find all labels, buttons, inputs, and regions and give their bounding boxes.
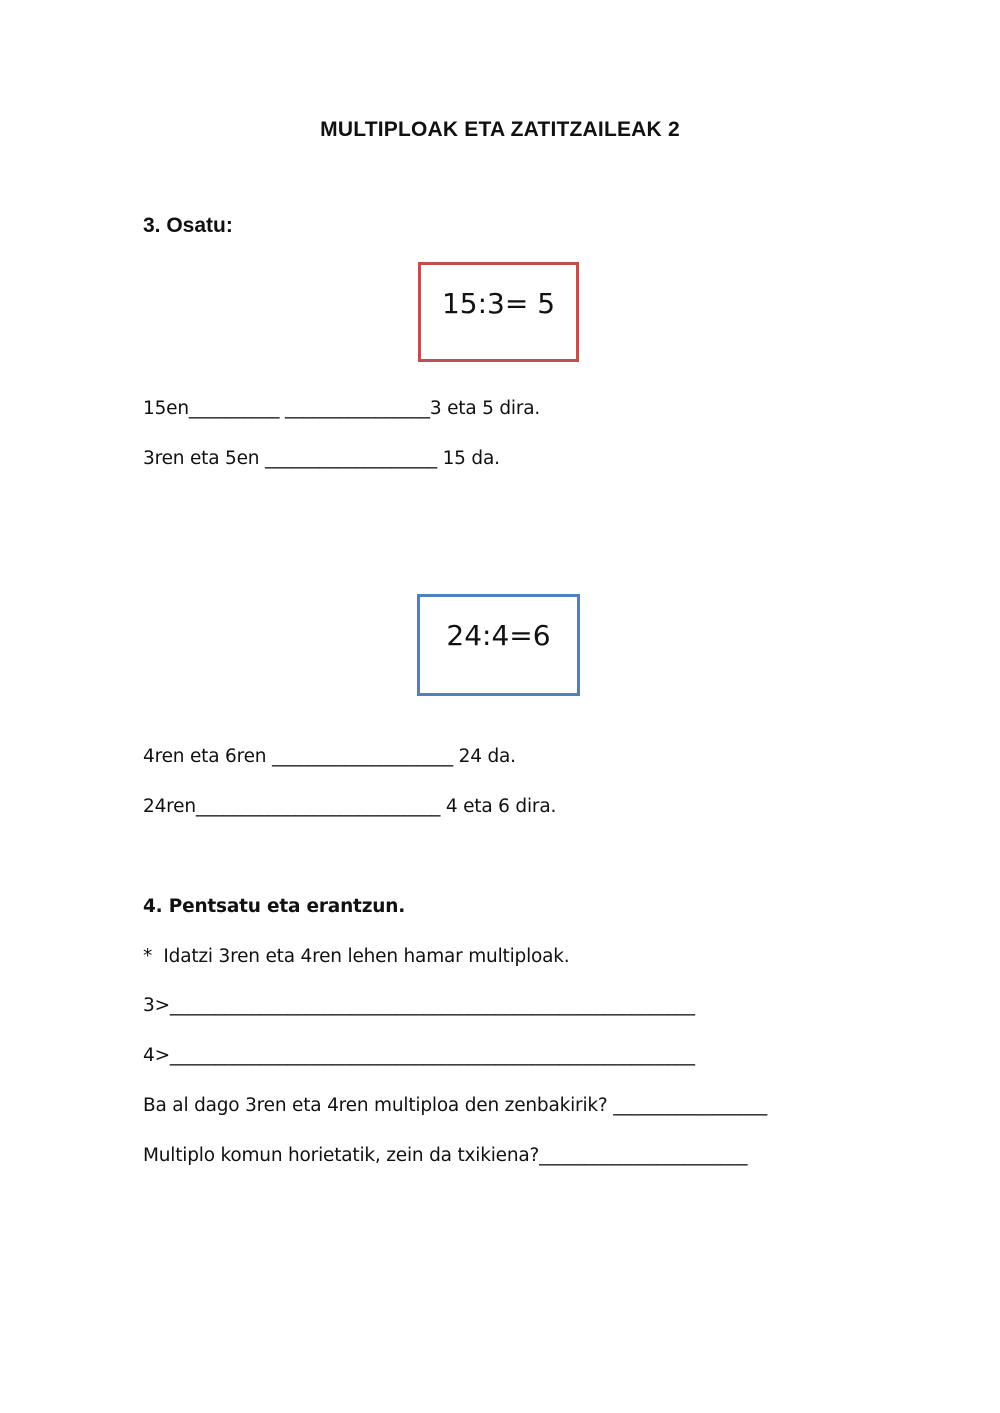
division-box-15-3 [418, 262, 579, 362]
fill-in-line-2[interactable]: 3ren eta 5en ___________________ 15 da. [143, 448, 500, 469]
page-title: MULTIPLOAK ETA ZATITZAILEAK 2 [320, 118, 680, 141]
common-multiple-question[interactable]: Ba al dago 3ren eta 4ren multiploa den zenbakirik? _________________ [143, 1095, 768, 1116]
section-3-heading: 3. Osatu: [143, 214, 233, 237]
multiples-of-4-line[interactable]: 4>__________________________________________________________ [143, 1045, 695, 1066]
fill-in-line-1[interactable]: 15en__________ ________________3 eta 5 dira. [143, 398, 541, 419]
division-box-text: 24:4=6 [446, 619, 551, 652]
section-4-heading: 4. Pentsatu eta erantzun. [143, 896, 406, 917]
fill-in-line-4[interactable]: 24ren___________________________ 4 eta 6 dira. [143, 796, 557, 817]
section-4-instruction: * Idatzi 3ren eta 4ren lehen hamar multiploak. [143, 946, 570, 967]
smallest-common-multiple-question[interactable]: Multiplo komun horietatik, zein da txikiena?_______________________ [143, 1145, 748, 1166]
multiples-of-3-line[interactable]: 3>__________________________________________________________ [143, 995, 695, 1016]
division-box-24-4 [417, 594, 580, 696]
division-box-text: 15:3= 5 [441, 287, 556, 320]
fill-in-line-3[interactable]: 4ren eta 6ren ____________________ 24 da. [143, 746, 516, 767]
